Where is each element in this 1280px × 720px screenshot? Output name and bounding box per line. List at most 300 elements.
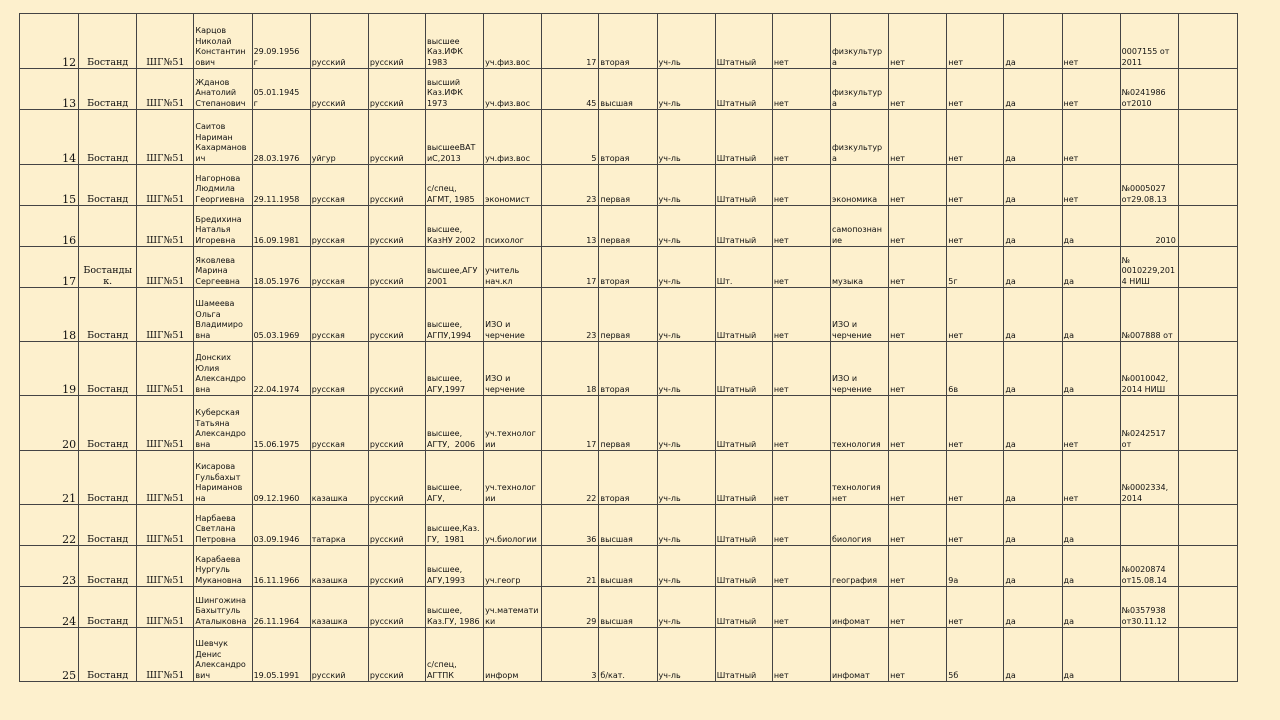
staff-status-cell: Шт. xyxy=(715,247,772,288)
subject-cell: биология xyxy=(830,505,888,546)
empty-cell xyxy=(1178,14,1237,69)
staff-table xyxy=(19,13,1238,682)
flag-cell: нет xyxy=(889,396,947,451)
education-cell: высшее, КазНУ 2002 xyxy=(425,206,483,247)
language-cell: русский xyxy=(368,165,425,206)
flag-cell: нет xyxy=(1062,69,1120,110)
staff-status-cell: Штатный xyxy=(715,628,772,682)
experience-cell: 36 xyxy=(542,505,599,546)
fullname-cell: Шамеева Ольга Владимиро вна xyxy=(194,288,252,342)
flag-cell: нет xyxy=(772,165,830,206)
class-teacher-cell: нет xyxy=(947,14,1004,69)
experience-cell: 3 xyxy=(542,628,599,682)
position-cell: уч-ль xyxy=(657,14,715,69)
nationality-cell: русский xyxy=(310,628,368,682)
category-cell: первая xyxy=(599,206,657,247)
category-cell: вторая xyxy=(599,110,657,165)
flag-cell: да xyxy=(1004,69,1062,110)
subject-cell: инфомат xyxy=(830,628,888,682)
category-cell: высшая xyxy=(599,505,657,546)
experience-cell: 17 xyxy=(542,247,599,288)
nationality-cell: русская xyxy=(310,342,368,396)
certificate-cell: №007888 от xyxy=(1120,288,1178,342)
flag-cell: да xyxy=(1004,587,1062,628)
staff-status-cell: Штатный xyxy=(715,110,772,165)
row-number-cell: 17 xyxy=(20,247,79,288)
nationality-cell: русский xyxy=(310,69,368,110)
staff-status-cell: Штатный xyxy=(715,165,772,206)
category-cell: высшая xyxy=(599,587,657,628)
nationality-cell: русский xyxy=(310,14,368,69)
row-number-cell: 23 xyxy=(20,546,79,587)
specialty-cell: уч.физ.вос xyxy=(484,14,542,69)
subject-cell: физкультур а xyxy=(830,110,888,165)
staff-status-cell: Штатный xyxy=(715,396,772,451)
school-cell: ШГ№51 xyxy=(137,288,194,342)
table-row xyxy=(20,342,1238,396)
flag-cell: нет xyxy=(772,247,830,288)
flag-cell: нет xyxy=(772,587,830,628)
district-cell xyxy=(79,206,137,247)
school-cell: ШГ№51 xyxy=(137,342,194,396)
empty-cell xyxy=(1178,505,1237,546)
district-cell: Бостанд xyxy=(79,69,137,110)
flag-cell: да xyxy=(1062,628,1120,682)
position-cell: уч-ль xyxy=(657,69,715,110)
education-cell: высшее, АГУ,1997 xyxy=(425,342,483,396)
district-cell: Бостанд xyxy=(79,110,137,165)
subject-cell: физкультур а xyxy=(830,69,888,110)
flag-cell: да xyxy=(1062,247,1120,288)
specialty-cell: уч.физ.вос xyxy=(484,69,542,110)
specialty-cell: экономист xyxy=(484,165,542,206)
fullname-cell: Нагорнова Людмила Георгиевна xyxy=(194,165,252,206)
experience-cell: 29 xyxy=(542,587,599,628)
language-cell: русский xyxy=(368,587,425,628)
flag-cell: нет xyxy=(889,587,947,628)
experience-cell: 17 xyxy=(542,396,599,451)
class-teacher-cell: нет xyxy=(947,165,1004,206)
empty-cell xyxy=(1178,69,1237,110)
fullname-cell: Жданов Анатолий Степанович xyxy=(194,69,252,110)
fullname-cell: Карабаева Нургуль Мукановна xyxy=(194,546,252,587)
fullname-cell: Донских Юлия Александро вна xyxy=(194,342,252,396)
flag-cell: да xyxy=(1004,628,1062,682)
subject-cell: технология нет xyxy=(830,451,888,505)
flag-cell: нет xyxy=(1062,110,1120,165)
district-cell: Бостандык. xyxy=(79,247,137,288)
table-row xyxy=(20,69,1238,110)
position-cell: уч-ль xyxy=(657,288,715,342)
specialty-cell: уч.технолог ии xyxy=(484,396,542,451)
district-cell: Бостанд xyxy=(79,342,137,396)
language-cell: русский xyxy=(368,505,425,546)
fullname-cell: Нарбаева Светлана Петровна xyxy=(194,505,252,546)
class-teacher-cell: 6в xyxy=(947,342,1004,396)
flag-cell: нет xyxy=(889,247,947,288)
row-number-cell: 22 xyxy=(20,505,79,546)
flag-cell: да xyxy=(1004,451,1062,505)
empty-cell xyxy=(1178,628,1237,682)
language-cell: русский xyxy=(368,396,425,451)
specialty-cell: уч.технолог ии xyxy=(484,451,542,505)
row-number-cell: 20 xyxy=(20,396,79,451)
empty-cell xyxy=(1178,288,1237,342)
school-cell: ШГ№51 xyxy=(137,396,194,451)
flag-cell: нет xyxy=(772,628,830,682)
row-number-cell: 14 xyxy=(20,110,79,165)
education-cell: высшее, Каз.ГУ, 1986 xyxy=(425,587,483,628)
certificate-cell: №0010042, 2014 НИШ xyxy=(1120,342,1178,396)
certificate-cell: №0242517 от xyxy=(1120,396,1178,451)
flag-cell: нет xyxy=(1062,14,1120,69)
experience-cell: 22 xyxy=(542,451,599,505)
class-teacher-cell: нет xyxy=(947,587,1004,628)
flag-cell: нет xyxy=(772,110,830,165)
subject-cell: инфомат xyxy=(830,587,888,628)
row-number-cell: 19 xyxy=(20,342,79,396)
fullname-cell: Шевчук Денис Александро вич xyxy=(194,628,252,682)
specialty-cell: психолог xyxy=(484,206,542,247)
district-cell: Бостанд xyxy=(79,14,137,69)
subject-cell: технология xyxy=(830,396,888,451)
empty-cell xyxy=(1178,396,1237,451)
fullname-cell: Карцов Николай Константин ович xyxy=(194,14,252,69)
birthdate-cell: 29.09.1956 г xyxy=(252,14,310,69)
class-teacher-cell: 5г xyxy=(947,247,1004,288)
birthdate-cell: 18.05.1976 xyxy=(252,247,310,288)
experience-cell: 13 xyxy=(542,206,599,247)
flag-cell: нет xyxy=(889,505,947,546)
birthdate-cell: 05.03.1969 xyxy=(252,288,310,342)
school-cell: ШГ№51 xyxy=(137,628,194,682)
language-cell: русский xyxy=(368,206,425,247)
category-cell: высшая xyxy=(599,69,657,110)
flag-cell: нет xyxy=(889,165,947,206)
experience-cell: 23 xyxy=(542,288,599,342)
school-cell: ШГ№51 xyxy=(137,451,194,505)
birthdate-cell: 16.09.1981 xyxy=(252,206,310,247)
school-cell: ШГ№51 xyxy=(137,587,194,628)
birthdate-cell: 15.06.1975 xyxy=(252,396,310,451)
flag-cell: нет xyxy=(772,505,830,546)
flag-cell: нет xyxy=(1062,165,1120,206)
certificate-cell xyxy=(1120,505,1178,546)
experience-cell: 18 xyxy=(542,342,599,396)
certificate-cell xyxy=(1120,628,1178,682)
class-teacher-cell: нет xyxy=(947,505,1004,546)
language-cell: русский xyxy=(368,628,425,682)
flag-cell: нет xyxy=(889,69,947,110)
staff-status-cell: Штатный xyxy=(715,342,772,396)
staff-status-cell: Штатный xyxy=(715,69,772,110)
staff-status-cell: Штатный xyxy=(715,206,772,247)
fullname-cell: Шингожина Бахытгуль Аталыковна xyxy=(194,587,252,628)
birthdate-cell: 29.11.1958 xyxy=(252,165,310,206)
class-teacher-cell: нет xyxy=(947,206,1004,247)
row-number-cell: 12 xyxy=(20,14,79,69)
education-cell: высший Каз.ИФК 1973 xyxy=(425,69,483,110)
flag-cell: да xyxy=(1004,342,1062,396)
specialty-cell: учитель нач.кл xyxy=(484,247,542,288)
birthdate-cell: 19.05.1991 xyxy=(252,628,310,682)
flag-cell: да xyxy=(1004,505,1062,546)
flag-cell: да xyxy=(1004,165,1062,206)
school-cell: ШГ№51 xyxy=(137,505,194,546)
school-cell: ШГ№51 xyxy=(137,546,194,587)
flag-cell: да xyxy=(1004,396,1062,451)
category-cell: первая xyxy=(599,288,657,342)
district-cell: Бостанд xyxy=(79,165,137,206)
class-teacher-cell: нет xyxy=(947,396,1004,451)
empty-cell xyxy=(1178,110,1237,165)
birthdate-cell: 05.01.1945 г xyxy=(252,69,310,110)
experience-cell: 21 xyxy=(542,546,599,587)
empty-cell xyxy=(1178,247,1237,288)
school-cell: ШГ№51 xyxy=(137,206,194,247)
experience-cell: 45 xyxy=(542,69,599,110)
table-row xyxy=(20,110,1238,165)
district-cell: Бостанд xyxy=(79,546,137,587)
education-cell: высшееВАТ иС,2013 xyxy=(425,110,483,165)
specialty-cell: уч.физ.вос xyxy=(484,110,542,165)
flag-cell: нет xyxy=(889,14,947,69)
flag-cell: нет xyxy=(772,396,830,451)
flag-cell: да xyxy=(1062,546,1120,587)
certificate-cell: № 0010229,201 4 НИШ xyxy=(1120,247,1178,288)
certificate-cell: 2010 xyxy=(1120,206,1178,247)
flag-cell: нет xyxy=(889,342,947,396)
row-number-cell: 18 xyxy=(20,288,79,342)
flag-cell: да xyxy=(1004,247,1062,288)
nationality-cell: русская xyxy=(310,396,368,451)
nationality-cell: русская xyxy=(310,288,368,342)
staff-status-cell: Штатный xyxy=(715,587,772,628)
flag-cell: нет xyxy=(772,14,830,69)
flag-cell: да xyxy=(1062,206,1120,247)
education-cell: с/спец, АГМТ, 1985 xyxy=(425,165,483,206)
education-cell: с/спец, АГТПК xyxy=(425,628,483,682)
category-cell: первая xyxy=(599,165,657,206)
category-cell: первая xyxy=(599,396,657,451)
class-teacher-cell: 9а xyxy=(947,546,1004,587)
nationality-cell: русская xyxy=(310,206,368,247)
language-cell: русский xyxy=(368,546,425,587)
row-number-cell: 24 xyxy=(20,587,79,628)
flag-cell: да xyxy=(1004,110,1062,165)
table-row xyxy=(20,288,1238,342)
flag-cell: да xyxy=(1004,206,1062,247)
education-cell: высшее, АГТУ, 2006 xyxy=(425,396,483,451)
flag-cell: нет xyxy=(772,288,830,342)
table-row xyxy=(20,14,1238,69)
school-cell: ШГ№51 xyxy=(137,165,194,206)
education-cell: высшее, АГУ,1993 xyxy=(425,546,483,587)
certificate-cell: №0005027 от29.08.13 xyxy=(1120,165,1178,206)
table-row xyxy=(20,165,1238,206)
category-cell: вторая xyxy=(599,14,657,69)
row-number-cell: 21 xyxy=(20,451,79,505)
fullname-cell: Саитов Нариман Кахарманов ич xyxy=(194,110,252,165)
birthdate-cell: 09.12.1960 xyxy=(252,451,310,505)
fullname-cell: Куберская Татьяна Александро вна xyxy=(194,396,252,451)
flag-cell: нет xyxy=(889,206,947,247)
class-teacher-cell: нет xyxy=(947,451,1004,505)
position-cell: уч-ль xyxy=(657,165,715,206)
row-number-cell: 13 xyxy=(20,69,79,110)
empty-cell xyxy=(1178,546,1237,587)
row-number-cell: 16 xyxy=(20,206,79,247)
flag-cell: нет xyxy=(772,451,830,505)
birthdate-cell: 22.04.1974 xyxy=(252,342,310,396)
position-cell: уч-ль xyxy=(657,451,715,505)
school-cell: ШГ№51 xyxy=(137,14,194,69)
nationality-cell: казашка xyxy=(310,587,368,628)
table-row xyxy=(20,451,1238,505)
specialty-cell: ИЗО и черчение xyxy=(484,288,542,342)
flag-cell: нет xyxy=(889,546,947,587)
class-teacher-cell: нет xyxy=(947,288,1004,342)
empty-cell xyxy=(1178,451,1237,505)
subject-cell: экономика xyxy=(830,165,888,206)
staff-status-cell: Штатный xyxy=(715,505,772,546)
table-row xyxy=(20,247,1238,288)
flag-cell: да xyxy=(1062,342,1120,396)
district-cell: Бостанд xyxy=(79,587,137,628)
language-cell: русский xyxy=(368,69,425,110)
flag-cell: да xyxy=(1062,288,1120,342)
nationality-cell: уйгур xyxy=(310,110,368,165)
birthdate-cell: 26.11.1964 xyxy=(252,587,310,628)
language-cell: русский xyxy=(368,288,425,342)
flag-cell: нет xyxy=(772,69,830,110)
table-row xyxy=(20,396,1238,451)
category-cell: вторая xyxy=(599,247,657,288)
experience-cell: 5 xyxy=(542,110,599,165)
specialty-cell: ИЗО и черчение xyxy=(484,342,542,396)
fullname-cell: Кисарова Гульбахыт Нариманов на xyxy=(194,451,252,505)
flag-cell: да xyxy=(1062,587,1120,628)
position-cell: уч-ль xyxy=(657,587,715,628)
district-cell: Бостанд xyxy=(79,505,137,546)
certificate-cell: №0020874 от15.08.14 xyxy=(1120,546,1178,587)
birthdate-cell: 03.09.1946 xyxy=(252,505,310,546)
fullname-cell: Яковлева Марина Сергеевна xyxy=(194,247,252,288)
empty-cell xyxy=(1178,587,1237,628)
staff-status-cell: Штатный xyxy=(715,546,772,587)
empty-cell xyxy=(1178,342,1237,396)
experience-cell: 17 xyxy=(542,14,599,69)
flag-cell: нет xyxy=(889,288,947,342)
certificate-cell xyxy=(1120,110,1178,165)
staff-status-cell: Штатный xyxy=(715,14,772,69)
nationality-cell: татарка xyxy=(310,505,368,546)
experience-cell: 23 xyxy=(542,165,599,206)
specialty-cell: уч.биологии xyxy=(484,505,542,546)
flag-cell: нет xyxy=(772,206,830,247)
class-teacher-cell: 5б xyxy=(947,628,1004,682)
category-cell: б/кат. xyxy=(599,628,657,682)
nationality-cell: русская xyxy=(310,165,368,206)
flag-cell: да xyxy=(1004,546,1062,587)
birthdate-cell: 28.03.1976 xyxy=(252,110,310,165)
certificate-cell: 0007155 от 2011 xyxy=(1120,14,1178,69)
language-cell: русский xyxy=(368,247,425,288)
flag-cell: нет xyxy=(772,342,830,396)
category-cell: высшая xyxy=(599,546,657,587)
district-cell: Бостанд xyxy=(79,628,137,682)
flag-cell: да xyxy=(1004,288,1062,342)
flag-cell: да xyxy=(1004,14,1062,69)
position-cell: уч-ль xyxy=(657,247,715,288)
position-cell: уч-ль xyxy=(657,546,715,587)
nationality-cell: русская xyxy=(310,247,368,288)
table-row xyxy=(20,546,1238,587)
subject-cell: музыка xyxy=(830,247,888,288)
position-cell: уч-ль xyxy=(657,505,715,546)
subject-cell: самопознан ие xyxy=(830,206,888,247)
flag-cell: нет xyxy=(889,628,947,682)
table-row xyxy=(20,587,1238,628)
education-cell: высшее,Каз. ГУ, 1981 xyxy=(425,505,483,546)
specialty-cell: информ xyxy=(484,628,542,682)
table-row xyxy=(20,628,1238,682)
subject-cell: ИЗО и черчение xyxy=(830,288,888,342)
education-cell: высшее, АГПУ,1994 xyxy=(425,288,483,342)
district-cell: Бостанд xyxy=(79,396,137,451)
certificate-cell: №0241986 от2010 xyxy=(1120,69,1178,110)
subject-cell: география xyxy=(830,546,888,587)
school-cell: ШГ№51 xyxy=(137,247,194,288)
flag-cell: нет xyxy=(889,451,947,505)
position-cell: уч-ль xyxy=(657,628,715,682)
school-cell: ШГ№51 xyxy=(137,69,194,110)
class-teacher-cell: нет xyxy=(947,69,1004,110)
flag-cell: нет xyxy=(1062,396,1120,451)
school-cell: ШГ№51 xyxy=(137,110,194,165)
subject-cell: ИЗО и черчение xyxy=(830,342,888,396)
language-cell: русский xyxy=(368,451,425,505)
empty-cell xyxy=(1178,165,1237,206)
position-cell: уч-ль xyxy=(657,206,715,247)
flag-cell: нет xyxy=(889,110,947,165)
table-row xyxy=(20,505,1238,546)
staff-status-cell: Штатный xyxy=(715,288,772,342)
category-cell: вторая xyxy=(599,342,657,396)
language-cell: русский xyxy=(368,342,425,396)
position-cell: уч-ль xyxy=(657,110,715,165)
specialty-cell: уч.математи ки xyxy=(484,587,542,628)
category-cell: вторая xyxy=(599,451,657,505)
row-number-cell: 25 xyxy=(20,628,79,682)
staff-status-cell: Штатный xyxy=(715,451,772,505)
nationality-cell: казашка xyxy=(310,451,368,505)
education-cell: высшее, АГУ, xyxy=(425,451,483,505)
position-cell: уч-ль xyxy=(657,342,715,396)
position-cell: уч-ль xyxy=(657,396,715,451)
flag-cell: нет xyxy=(1062,451,1120,505)
certificate-cell: №0357938 от30.11.12 xyxy=(1120,587,1178,628)
subject-cell: физкультур а xyxy=(830,14,888,69)
education-cell: высшее Каз.ИФК 1983 xyxy=(425,14,483,69)
specialty-cell: уч.геогр xyxy=(484,546,542,587)
language-cell: русский xyxy=(368,110,425,165)
language-cell: русский xyxy=(368,14,425,69)
fullname-cell: Бредихина Наталья Игоревна xyxy=(194,206,252,247)
class-teacher-cell: нет xyxy=(947,110,1004,165)
empty-cell xyxy=(1178,206,1237,247)
district-cell: Бостанд xyxy=(79,288,137,342)
